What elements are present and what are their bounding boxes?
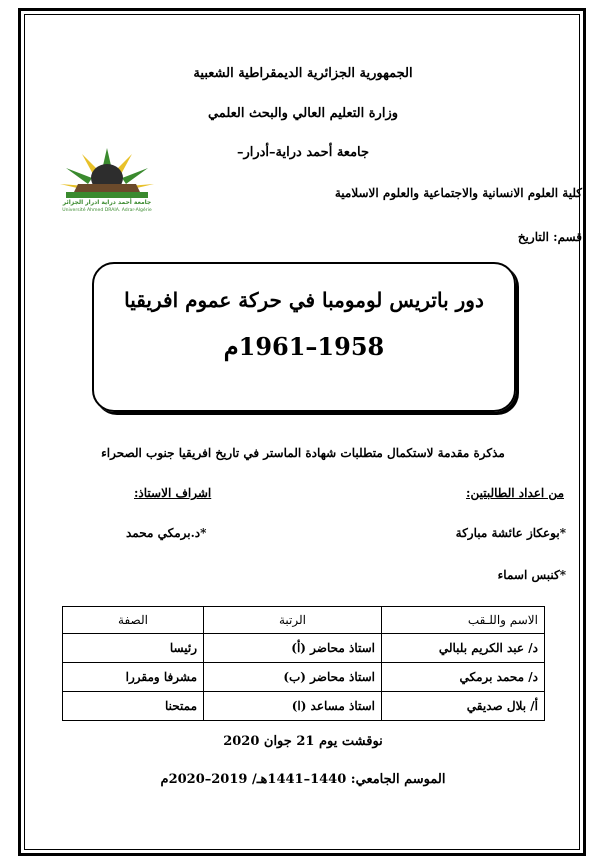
faculty-name: كلية العلوم الانسانية والاجتماعية والعلوم الاسلامية — [334, 186, 582, 200]
title-box — [92, 262, 516, 412]
students-label: من اعداد الطالبتين: — [466, 486, 564, 500]
table-cell: د/ عبد الكريم بلبالي — [382, 634, 545, 663]
table-header-cell: الصفة — [63, 607, 204, 634]
university-logo — [52, 140, 162, 212]
table-row — [63, 692, 545, 721]
table-cell: استاذ محاضر (أ) — [204, 634, 382, 663]
department-name: قسم: التاريخ — [517, 230, 582, 244]
student-name: *بوعكاز عائشة مباركة — [455, 526, 566, 540]
academic-year: الموسم الجامعي: 1440–1441هـ/ 2019–2020م — [160, 772, 446, 787]
table-row — [63, 634, 545, 663]
table-cell: ممتحنا — [63, 692, 204, 721]
republic-name: الجمهورية الجزائرية الديمقراطية الشعبية — [193, 66, 413, 81]
svg-text:جامعة أحمد دراية ادرار الجزائر: جامعة أحمد دراية ادرار الجزائر — [62, 199, 152, 206]
table-header-cell: الاسم واللـقب — [382, 607, 545, 634]
table-cell: استاذ محاضر (ب) — [204, 663, 382, 692]
student-name: *كنبس اسماء — [497, 568, 566, 582]
table-cell: رئيسا — [63, 634, 204, 663]
table-cell: استاذ مساعد (ا) — [204, 692, 382, 721]
ministry-name: وزارة التعليم العالي والبحث العلمي — [207, 106, 399, 121]
table-cell: د/ محمد برمكي — [382, 663, 545, 692]
table-header-row — [63, 607, 545, 634]
university-name: جامعة أحمد دراية–أدرار– — [236, 145, 370, 160]
defense-date: نوقشت يوم 21 جوان 2020 — [223, 734, 383, 749]
jury-table — [62, 606, 545, 721]
thesis-title: دور باتريس لومومبا في حركة عموم افريقيا — [124, 288, 484, 312]
table-cell: أ/ بلال صديقي — [382, 692, 545, 721]
svg-text:Université Ahmed DRAIA. Adrar-: Université Ahmed DRAIA. Adrar-Algérie — [62, 208, 152, 212]
thesis-period: 1958–1961م — [223, 332, 385, 361]
supervisor-label: اشراف الاستاذ: — [134, 486, 212, 500]
supervisor-name: *د.برمكي محمد — [126, 526, 207, 540]
table-cell: مشرفا ومقررا — [63, 663, 204, 692]
table-header-cell: الرتبة — [204, 607, 382, 634]
thesis-subtitle: مذكرة مقدمة لاستكمال متطلبات شهادة الماستر في تاريخ افريقيا جنوب الصحراء — [101, 446, 505, 460]
table-row — [63, 663, 545, 692]
